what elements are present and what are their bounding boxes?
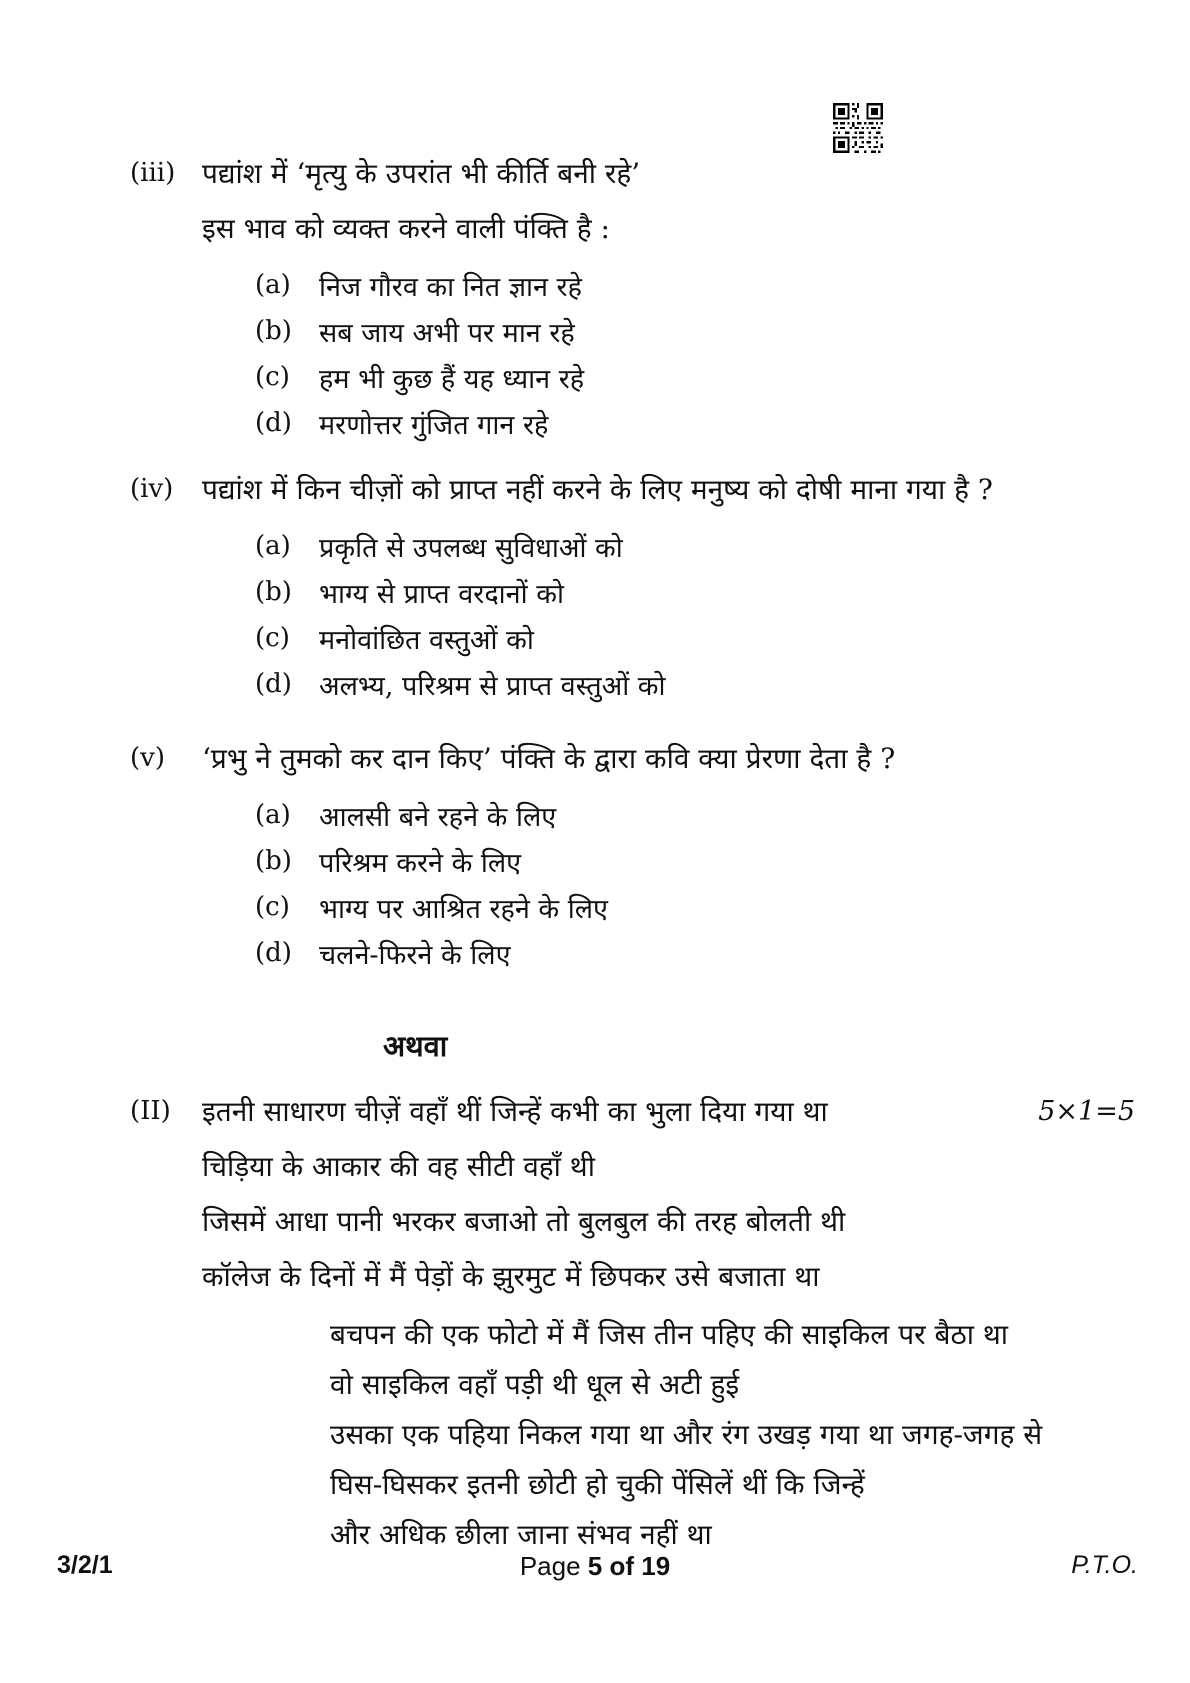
option-text: परिश्रम करने के लिए (319, 847, 522, 879)
footer-page-info (0, 1551, 1190, 1582)
option-text: भाग्य पर आश्रित रहने के लिए (319, 893, 608, 925)
option-label: (a) (255, 800, 291, 830)
question-number: (iii) (130, 158, 176, 188)
question-v (0, 731, 1190, 786)
option-label: (c) (255, 623, 290, 653)
poem-indented-block (330, 1310, 1190, 1560)
option-text: हम भी कुछ हैं यह ध्यान रहे (319, 363, 585, 395)
question-text-line: पद्यांश में ‘मृत्यु के उपरांत भी कीर्ति बनी रहे’ (202, 157, 641, 190)
poem-line: वो साइकिल वहाँ पड़ी थी धूल से अटी हुई (330, 1368, 740, 1401)
option-row (255, 661, 1190, 707)
option-label: (b) (255, 846, 292, 876)
footer-paper-code: 3/2/1 (57, 1551, 113, 1579)
question-iv (0, 462, 1190, 517)
option-text: मरणोत्तर गुंजित गान रहे (319, 409, 549, 441)
or-separator-row (0, 1026, 1190, 1066)
option-label: (d) (255, 408, 292, 438)
footer-page-number: 5 of 19 (587, 1551, 671, 1581)
poem-line: कॉलेज के दिनों में मैं पेड़ों के झुरमुट में छिपकर उसे बजाता था (202, 1260, 820, 1293)
option-text: सब जाय अभी पर मान रहे (319, 317, 575, 349)
option-text: चलने-फिरने के लिए (319, 939, 511, 971)
marks-label: 5×1=5 (1038, 1096, 1135, 1127)
option-label: (d) (255, 669, 292, 699)
option-row (255, 569, 1190, 615)
option-row (255, 262, 1190, 308)
question-number: (II) (130, 1096, 171, 1126)
poem-line: बचपन की एक फोटो में मैं जिस तीन पहिए की साइकिल पर बैठा था (330, 1318, 1009, 1351)
poem-line: और अधिक छीला जाना संभव नहीं था (330, 1518, 712, 1551)
option-label: (b) (255, 316, 292, 346)
question-iii (0, 146, 1190, 256)
option-row (255, 884, 1190, 930)
page-footer (0, 1551, 1190, 1591)
options-iii (0, 262, 1190, 446)
poem-line: चिड़िया के आकार की वह सीटी वहाँ थी (202, 1150, 595, 1183)
poem-line: घिस-घिसकर इतनी छोटी हो चुकी पेंसिलें थीं कि जिन्हें (330, 1468, 865, 1501)
option-label: (a) (255, 531, 291, 561)
footer-page-label: Page (519, 1551, 581, 1581)
or-separator: अथवा (383, 1029, 448, 1063)
question-text-line: पद्यांश में किन चीज़ों को प्राप्त नहीं करने के लिए मनुष्य को दोषी माना गया है ? (202, 473, 993, 506)
option-label: (b) (255, 577, 292, 607)
question-text-line: इस भाव को व्यक्त करने वाली पंक्ति है : (202, 212, 610, 245)
question-II (0, 1084, 1190, 1304)
question-text-line: ‘प्रभु ने तुमको कर दान किए’ पंक्ति के द्वारा कवि क्या प्रेरणा देता है ? (202, 742, 896, 775)
poem-line: उसका एक पहिया निकल गया था और रंग उखड़ गया था जगह-जगह से (330, 1418, 1043, 1451)
question-number: (v) (130, 743, 165, 773)
option-row (255, 615, 1190, 661)
options-v (0, 792, 1190, 976)
poem-line-text: इतनी साधारण चीज़ें वहाँ थीं जिन्हें कभी का भुला दिया गया था (202, 1095, 828, 1128)
option-label: (d) (255, 938, 292, 968)
option-text: भाग्य से प्राप्त वरदानों को (319, 578, 564, 610)
qr-code-icon (833, 101, 883, 155)
option-row (255, 400, 1190, 446)
option-text: प्रकृति से उपलब्ध सुविधाओं को (319, 532, 623, 564)
option-text: निज गौरव का नित ज्ञान रहे (319, 271, 582, 303)
option-row (255, 792, 1190, 838)
question-number: (iv) (130, 474, 174, 504)
option-row (255, 930, 1190, 976)
option-text: अलभ्य, परिश्रम से प्राप्त वस्तुओं को (319, 670, 666, 702)
option-row (255, 354, 1190, 400)
poem-line (202, 1084, 1190, 1139)
options-iv (0, 523, 1190, 707)
option-row (255, 838, 1190, 884)
option-text: आलसी बने रहने के लिए (319, 801, 557, 833)
footer-pto: P.T.O. (1071, 1551, 1138, 1579)
option-row (255, 308, 1190, 354)
option-label: (a) (255, 270, 291, 300)
option-label: (c) (255, 892, 290, 922)
poem-line: जिसमें आधा पानी भरकर बजाओ तो बुलबुल की तरह बोलती थी (202, 1205, 846, 1238)
option-row (255, 523, 1190, 569)
option-text: मनोवांछित वस्तुओं को (319, 624, 534, 656)
option-label: (c) (255, 362, 290, 392)
